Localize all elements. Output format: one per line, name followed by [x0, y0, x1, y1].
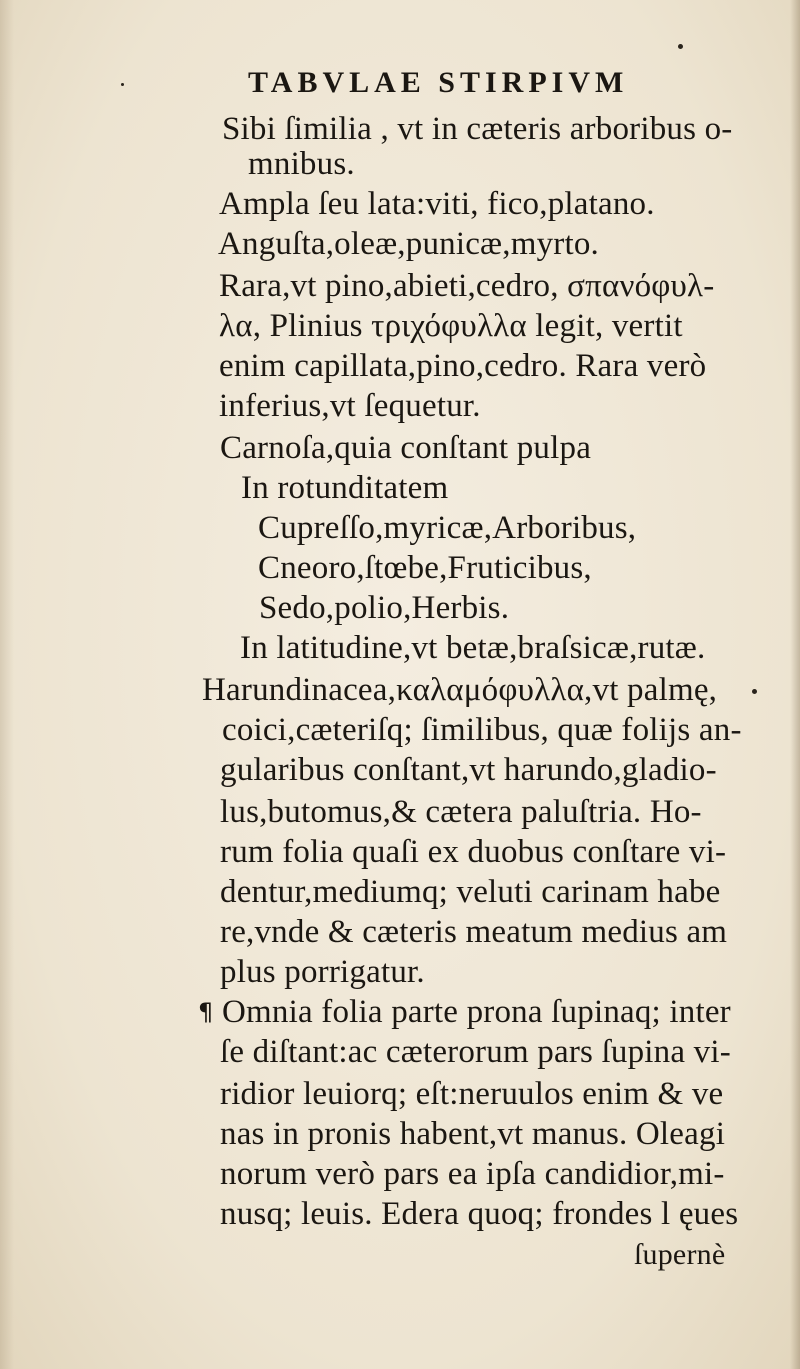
text-line-24: ſe diſtant:ac cæterorum pars ſupina vi- [220, 1034, 731, 1070]
text-line-18: lus,butomus,& cætera paluſtria. Ho- [220, 794, 702, 830]
text-line-5: Rara,vt pino,abieti,cedro, σπανόφυλ- [219, 268, 715, 304]
text-line-1: Sibi ſimilia , vt in cæteris arboribus o- [222, 111, 733, 147]
text-line-26: nas in pronis habent,vt manus. Oleagi [220, 1116, 726, 1152]
ink-speck [752, 689, 757, 694]
text-line-12: Cneoro,ſtœbe,Fruticibus, [258, 550, 592, 586]
ink-speck [121, 83, 124, 86]
text-line-8: inferius,vt ſequetur. [219, 388, 481, 424]
text-line-15: Harundinacea,καλαμόφυλλα,vt palmę, [202, 672, 718, 708]
text-line-19: rum folia quaſi ex duobus conſtare vi- [220, 834, 727, 870]
text-line-3: Ampla ſeu lata:viti, fico,platano. [219, 186, 655, 222]
text-line-22: plus porrigatur. [220, 954, 425, 990]
page-left-shadow [0, 0, 14, 1369]
text-line-27: norum verò pars ea ipſa candidior,mi- [220, 1156, 725, 1192]
text-line-20: dentur,mediumq; veluti carinam habe [220, 874, 721, 910]
text-line-4: Anguſta,oleæ,punicæ,myrto. [218, 226, 599, 262]
text-line-11: Cupreſſo,myricæ,Arboribus, [258, 510, 637, 546]
text-line-6: λα, Plinius τριχόφυλλα legit, vertit [219, 308, 683, 344]
text-line-7: enim capillata,pino,cedro. Rara verò [219, 348, 707, 384]
page-right-shadow [790, 0, 800, 1369]
text-line-23: Omnia folia parte prona ſupinaq; inter [222, 994, 731, 1030]
catchword: ſupernè [634, 1238, 726, 1271]
text-line-2: mnibus. [248, 146, 355, 182]
text-line-13: Sedo,polio,Herbis. [259, 590, 510, 626]
paragraph-mark: ¶ [198, 998, 214, 1026]
text-line-16: coici,cæteriſq; ſimilibus, quæ folijs an- [222, 712, 742, 748]
text-line-17: gularibus conſtant,vt harundo,gladio- [220, 752, 717, 788]
text-line-10: In rotunditatem [241, 470, 449, 506]
text-line-25: ridior leuiorq; eſt:neruulos enim & ve [220, 1076, 724, 1112]
ink-speck [678, 44, 683, 49]
text-line-9: Carnoſa,quia conſtant pulpa [220, 430, 592, 466]
text-line-21: re,vnde & cæteris meatum medius am [220, 914, 728, 950]
text-line-14: In latitudine,vt betæ,braſsicæ,rutæ. [240, 630, 706, 666]
running-head: TABVLAE STIRPIVM [248, 66, 629, 99]
text-line-28: nusq; leuis. Edera quoq; frondes l ęues [220, 1196, 739, 1232]
